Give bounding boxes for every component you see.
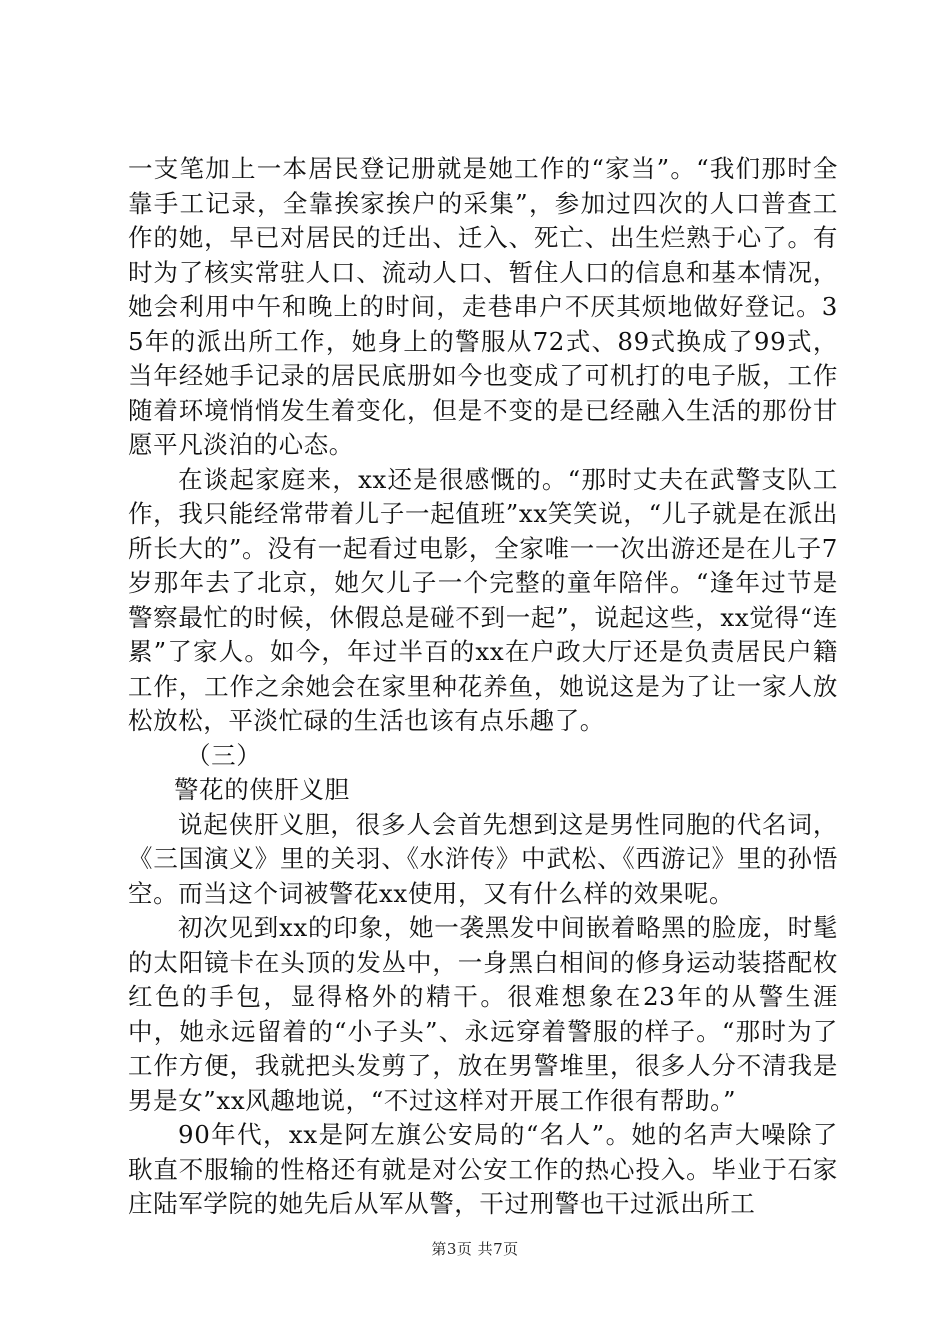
paragraph-family: 在谈起家庭来，xx还是很感慨的。“那时丈夫在武警支队工作，我只能经常带着儿子一起值班”xx笑笑说，“儿子就是在派出所长大的”。没有一起看过电影，全家唯一一次出游还是在儿子7岁那年去了北京，她欠儿子一个完整的童年陪伴。“逢年过节是警察最忙的时候，休假总是碰不到一起”，说起这些，xx觉得“连累”了家人。如今，年过半百的xx在户政大厅还是负责居民户籍工作，工作之余她会在家里种花养鱼，她说这是为了让一家人放松放松，平淡忙碌的生活也该有点乐趣了。	[128, 464, 838, 735]
paragraph-first-impression: 初次见到xx的印象，她一袭黑发中间嵌着略黑的脸庞，时髦的太阳镜卡在头顶的发丛中，一身黑白相间的修身运动装搭配枚红色的手包，显得格外的精干。很难想象在23年的从警生涯中，她永远留着的“小子头”、永远穿着警服的样子。“那时为了工作方便，我就把头发剪了，放在男警堆里，很多人分不清我是男是女”xx风趣地说，“不过这样对开展工作很有帮助。”	[128, 913, 838, 1115]
section-title: 警花的侠肝义胆	[174, 775, 350, 804]
document-body	[128, 152, 838, 1222]
paragraph-household-register: 一支笔加上一本居民登记册就是她工作的“家当”。“我们那时全靠手工记录，全靠挨家挨户的采集”，参加过四次的人口普查工作的她，早已对居民的迁出、迁入、死亡、出生烂熟于心了。有时为了核实常驻人口、流动人口、暂住人口的信息和基本情况，她会利用中午和晚上的时间，走巷串户不厌其烦地做好登记。35年的派出所工作，她身上的警服从72式、89式换成了99式，当年经她手记录的居民底册如今也变成了可机打的电子版，工作随着环境悄悄发生着变化，但是不变的是已经融入生活的那份甘愿平凡淡泊的心态。	[128, 154, 838, 459]
paragraph-chivalry: 说起侠肝义胆，很多人会首先想到这是男性同胞的代名词，《三国演义》里的关羽、《水浒传》中武松、《西游记》里的孙悟空。而当这个词被警花xx使用，又有什么样的效果呢。	[128, 809, 838, 908]
section-number: （三）	[186, 740, 262, 770]
paragraph-1990s: 90年代，xx是阿左旗公安局的“名人”。她的名声大噪除了耿直不服输的性格还有就是对公安工作的热心投入。毕业于石家庄陆军学院的她先后从军从警，干过刑警也干过派出所工	[128, 1120, 838, 1218]
page-number-footer: 第3页 共7页	[431, 1240, 519, 1258]
